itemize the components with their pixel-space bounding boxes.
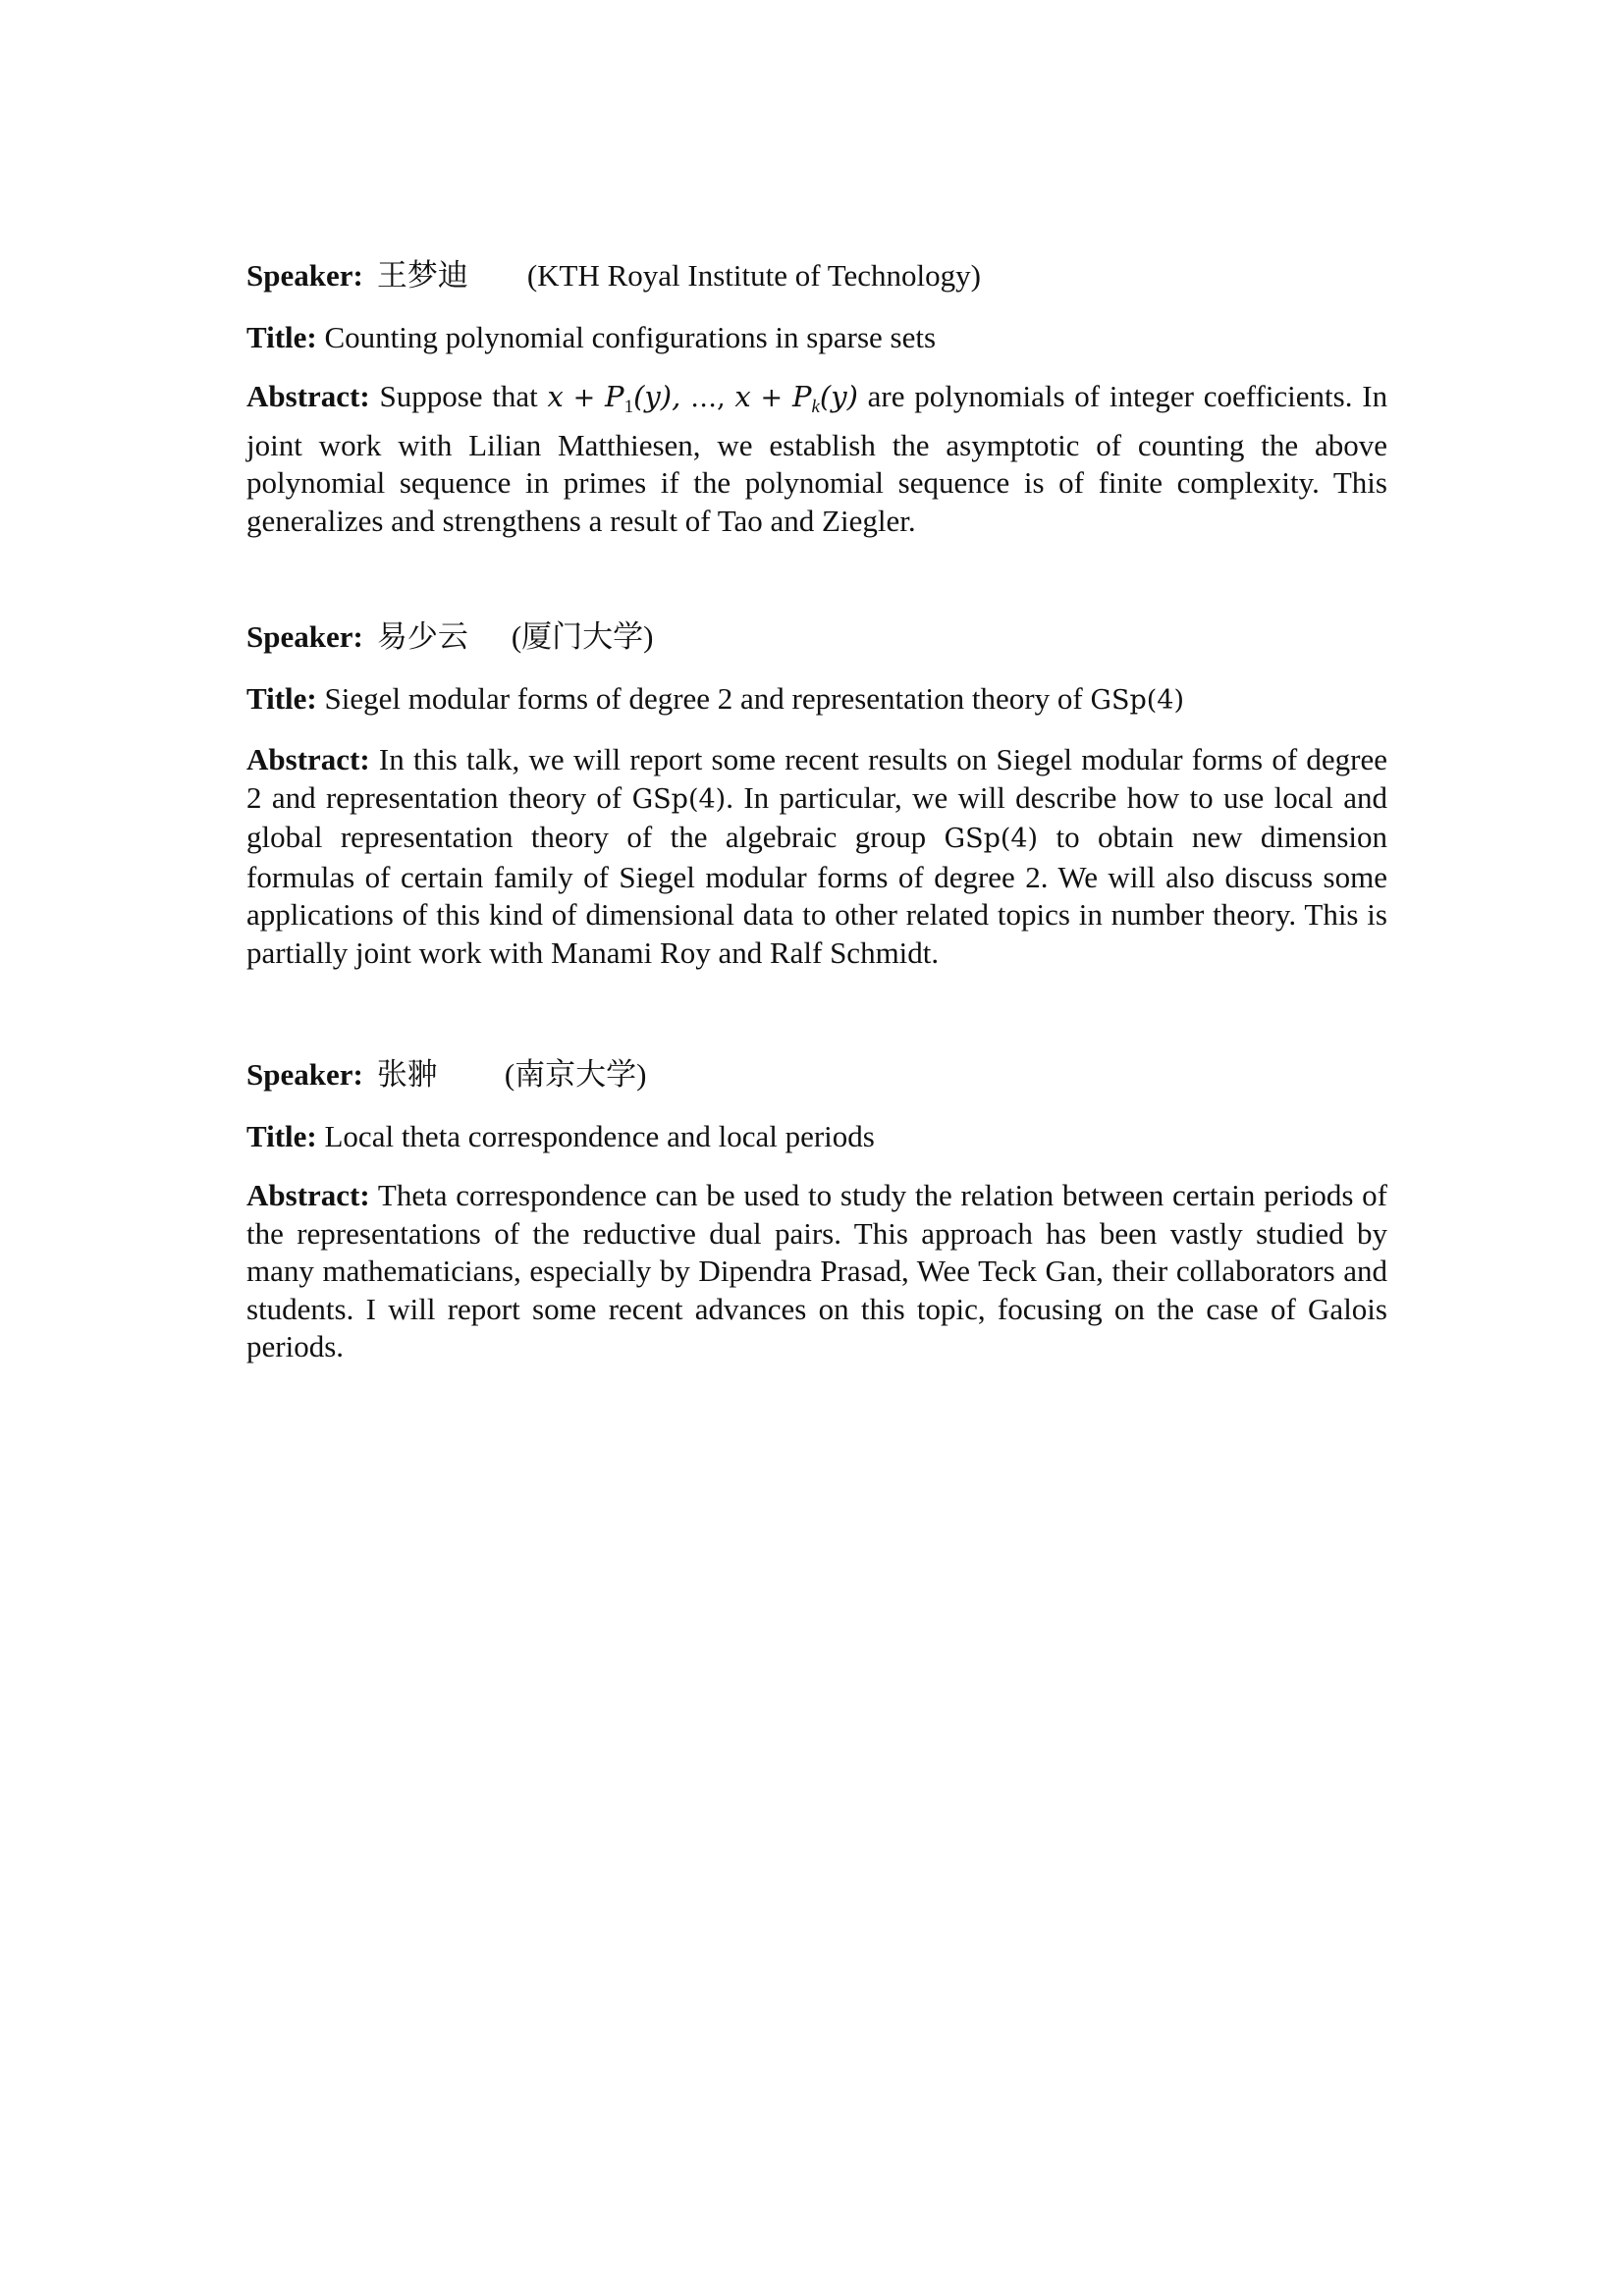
talk-title: Local theta correspondence and local periods (324, 1119, 875, 1153)
title-math-gsp4: GSp(4) (1090, 685, 1185, 716)
speaker-line (246, 257, 1387, 294)
speaker-line (246, 1056, 1387, 1094)
talk-entry-2 (246, 618, 1387, 972)
title-line (246, 319, 1387, 356)
abstract-label: Abstract: (246, 379, 370, 413)
abstract-paragraph (246, 1177, 1387, 1366)
polynomial-formula: $x + P_1(y)$, …, $x + P_k(y)$ (547, 380, 858, 417)
speaker-name: 易少云 (376, 619, 468, 654)
speaker-label: Speaker: (246, 1057, 363, 1092)
speaker-label: Speaker: (246, 619, 363, 654)
talk-entry-1 (246, 257, 1387, 540)
abstract-text-1: In this talk, we will report some recent results on Siegel modular forms of degree 2 and representation theory of (246, 742, 1387, 815)
document-page (246, 257, 1387, 1445)
abstract-paragraph (246, 741, 1387, 972)
talk-title: Siegel modular forms of degree 2 and representation theory of (324, 681, 1083, 716)
talk-title: Counting polynomial configurations in sparse sets (324, 320, 937, 354)
talk-entry-3 (246, 1056, 1387, 1366)
title-line (246, 680, 1387, 720)
speaker-line (246, 618, 1387, 656)
abstract-label: Abstract: (246, 1178, 370, 1212)
speaker-label: Speaker: (246, 258, 363, 293)
abstract-text-3: to obtain new dimension formulas of certain family of Siegel modular forms of degree 2. We will also discuss some applications of this kind of dimensional data to other related topics in number theory. This is partially joint work with Manami Roy and Ralf Schmidt. (246, 820, 1388, 970)
abstract-text-rest: are polynomials of integer coefficients. In joint work with Lilian Matthiesen, we establish the asymptotic of counting the above polynomial sequence in primes if the polynomial sequence is of finite complexity. This generalizes and strengthens a result of Tao and Ziegler. (246, 379, 1388, 538)
abstract-text: Theta correspondence can be used to study the relation between certain periods of the representations of the reductive dual pairs. This approach has been vastly studied by many mathematicians, especially by Dipendra Prasad, Wee Teck Gan, their collaborators and students. I will report some recent advances on this topic, focusing on the case of Galois periods. (246, 1178, 1387, 1363)
abstract-paragraph (246, 378, 1387, 540)
abstract-text-start: Suppose that (379, 379, 538, 413)
speaker-name: 张翀 (376, 1057, 438, 1092)
math-gsp4: GSp(4) (944, 824, 1039, 854)
speaker-name: 王梦迪 (376, 258, 468, 293)
math-gsp4: GSp(4) (631, 783, 727, 815)
title-line (246, 1118, 1387, 1155)
speaker-affiliation: (南京大学) (504, 1057, 647, 1092)
title-label: Title: (246, 681, 317, 716)
speaker-affiliation: (厦门大学) (511, 619, 654, 654)
title-label: Title: (246, 1119, 317, 1153)
title-label: Title: (246, 320, 317, 354)
speaker-affiliation: (KTH Royal Institute of Technology) (526, 258, 981, 293)
abstract-label: Abstract: (246, 742, 370, 776)
abstract-text-2: . In particular, we will describe how to use local and global representation theory of the algebraic group (246, 779, 1387, 854)
